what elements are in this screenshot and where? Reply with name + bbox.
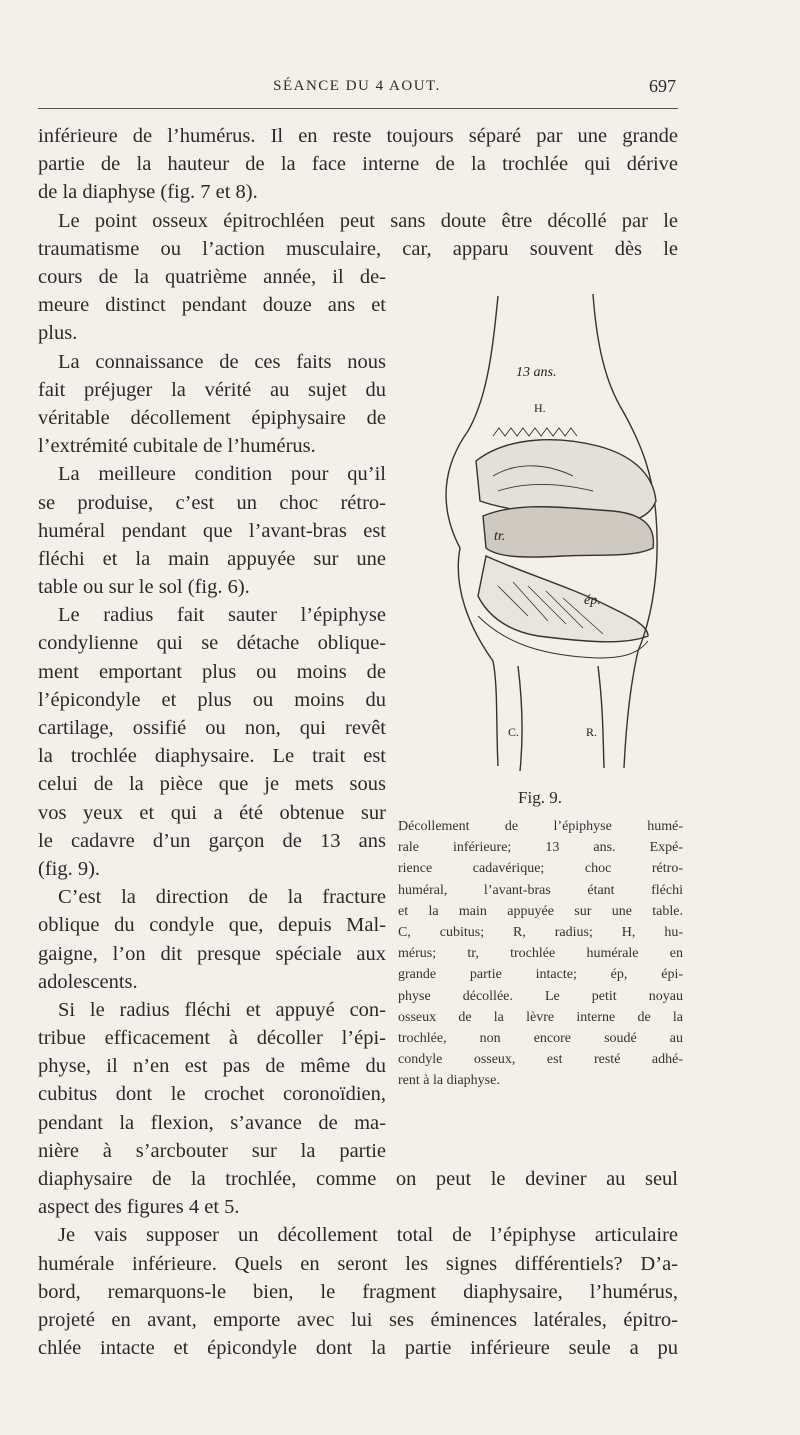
text-line: La meilleure condition pour qu’il (58, 463, 386, 486)
caption-line: rent à la diaphyse. (398, 1073, 500, 1089)
caption-line: et la main appuyée sur une table. (398, 903, 683, 919)
text-line: plus. (38, 322, 78, 345)
text-line: humérale inférieure. Quels en seront les signes différentiels? D’a- (38, 1252, 678, 1275)
text-line: physe, il n’en est pas de même du (38, 1055, 386, 1078)
text-line: cubitus dont le crochet coronoïdien, (38, 1083, 386, 1106)
text-line: traumatisme ou l’action musculaire, car, apparu souvent dès le (38, 237, 678, 260)
text-line: huméral pendant que l’avant-bras est (38, 519, 386, 542)
header-rule (38, 108, 678, 109)
text-line: C’est la direction de la fracture (58, 886, 386, 909)
text-line: Le point osseux épitrochléen peut sans doute être décollé par le (58, 209, 678, 232)
text-line: fait préjuger la vérité au sujet du (38, 378, 386, 401)
caption-line: rience cadavérique; choc rétro- (398, 861, 683, 877)
text-line: nière à s’arcbouter sur la partie (38, 1139, 386, 1162)
page-number: 697 (649, 76, 676, 96)
caption-line: physe décollée. Le petit noyau (398, 988, 683, 1004)
text-line: tribue efficacement à décoller l’épi- (38, 1027, 386, 1050)
text-line: vos yeux et qui a été obtenue sur (38, 801, 386, 824)
label-age: 13 ans. (516, 365, 557, 380)
text-line: pendant la flexion, s’avance de ma- (38, 1111, 386, 1134)
text-line: cartilage, ossifié ou non, qui revêt (38, 717, 386, 739)
text-line: la trochlée diaphysaire. Le trait est (38, 745, 386, 768)
text-line: fléchi et la main appuyée sur une (38, 547, 386, 570)
text-line: Je vais supposer un décollement total de l’épiphyse articulaire (58, 1224, 678, 1247)
caption-line: Décollement de l’épiphyse humé- (398, 819, 683, 834)
text-line: de la diaphyse (fig. 7 et 8). (38, 181, 258, 204)
body-text-bottom (38, 1165, 678, 1362)
body-text-top (38, 122, 678, 263)
text-line: l’extrémité cubitale de l’humérus. (38, 435, 316, 458)
text-line: diaphysaire de la trochlée, comme on peut le deviner au seul (38, 1168, 678, 1190)
label-epiphysis: ép. (584, 593, 601, 608)
text-line: Si le radius fléchi et appuyé con- (58, 998, 386, 1021)
text-line: chlée intacte et épicondyle dont la partie inférieure seule a pu (38, 1337, 678, 1360)
text-line: le cadavre d’un garçon de 13 ans (38, 829, 386, 852)
humerus-left-outline (446, 296, 498, 548)
caption-line: condyle osseux, est resté adhé- (398, 1052, 683, 1068)
caption-line: osseux de la lèvre interne de la (398, 1009, 683, 1025)
text-line: véritable décollement épiphysaire de (38, 406, 386, 429)
epiphysis-detached (478, 556, 648, 642)
text-line: aspect des figures 4 et 5. (38, 1196, 240, 1219)
text-line: meure distinct pendant douze ans et (38, 294, 386, 317)
cubitus-inner-outline (518, 666, 522, 771)
radius-inner-outline (598, 666, 604, 768)
text-line: condylienne qui se détache oblique- (38, 632, 386, 655)
caption-line: rale inférieure; 13 ans. Expé- (398, 840, 683, 856)
text-line: bord, remarquons-le bien, le fragment diaphysaire, l’humérus, (38, 1280, 678, 1303)
text-line: l’épicondyle et plus ou moins du (38, 688, 386, 711)
running-title: SÉANCE DU 4 AOUT. (273, 78, 441, 94)
label-humerus: H. (534, 401, 546, 415)
text-line: projeté en avant, emporte avec lui ses éminences latérales, épitro- (38, 1308, 678, 1331)
caption-line: huméral, l’avant-bras étant fléchi (398, 882, 683, 898)
text-line: La connaissance de ces faits nous (58, 350, 386, 373)
text-line: cours de la quatrième année, il de- (38, 266, 386, 288)
text-line: (fig. 9). (38, 857, 101, 880)
running-header (38, 76, 676, 100)
caption-line: C, cubitus; R, radius; H, hu- (398, 924, 683, 940)
text-line: Le radius fait sauter l’épiphyse (58, 604, 386, 627)
text-line: oblique du condyle que, depuis Mal- (38, 914, 386, 937)
serrated-edge (493, 428, 577, 436)
body-text-column (38, 263, 386, 1165)
caption-line: mérus; tr, trochlée humérale en (398, 946, 683, 962)
text-line: inférieure de l’humérus. Il en reste toujours séparé par une grande (38, 125, 678, 147)
text-line: adolescents. (38, 970, 138, 993)
epiphysis-fracture-band (483, 507, 653, 557)
figure-caption (398, 816, 683, 1091)
label-cubitus: C. (508, 725, 520, 739)
text-line: se produise, c’est un choc rétro- (38, 491, 386, 514)
text-line: ment emportant plus ou moins de (38, 660, 386, 683)
caption-line: trochlée, non encore soudé au (398, 1030, 683, 1046)
text-line: table ou sur le sol (fig. 6). (38, 576, 250, 599)
label-radius: R. (586, 725, 598, 739)
caption-line: grande partie intacte; ép, épi- (398, 967, 683, 983)
text-line: celui de la pièce que je mets sous (38, 773, 386, 796)
text-line: partie de la hauteur de la face interne de la trochlée qui dérive (38, 153, 678, 176)
label-trochlea: tr. (494, 529, 506, 544)
figure-title: Fig. 9. (518, 788, 562, 807)
figure-9-illustration (398, 286, 680, 786)
text-line: gaigne, l’on dit presque spéciale aux (38, 942, 386, 965)
elbow-joint-drawing (398, 286, 680, 786)
